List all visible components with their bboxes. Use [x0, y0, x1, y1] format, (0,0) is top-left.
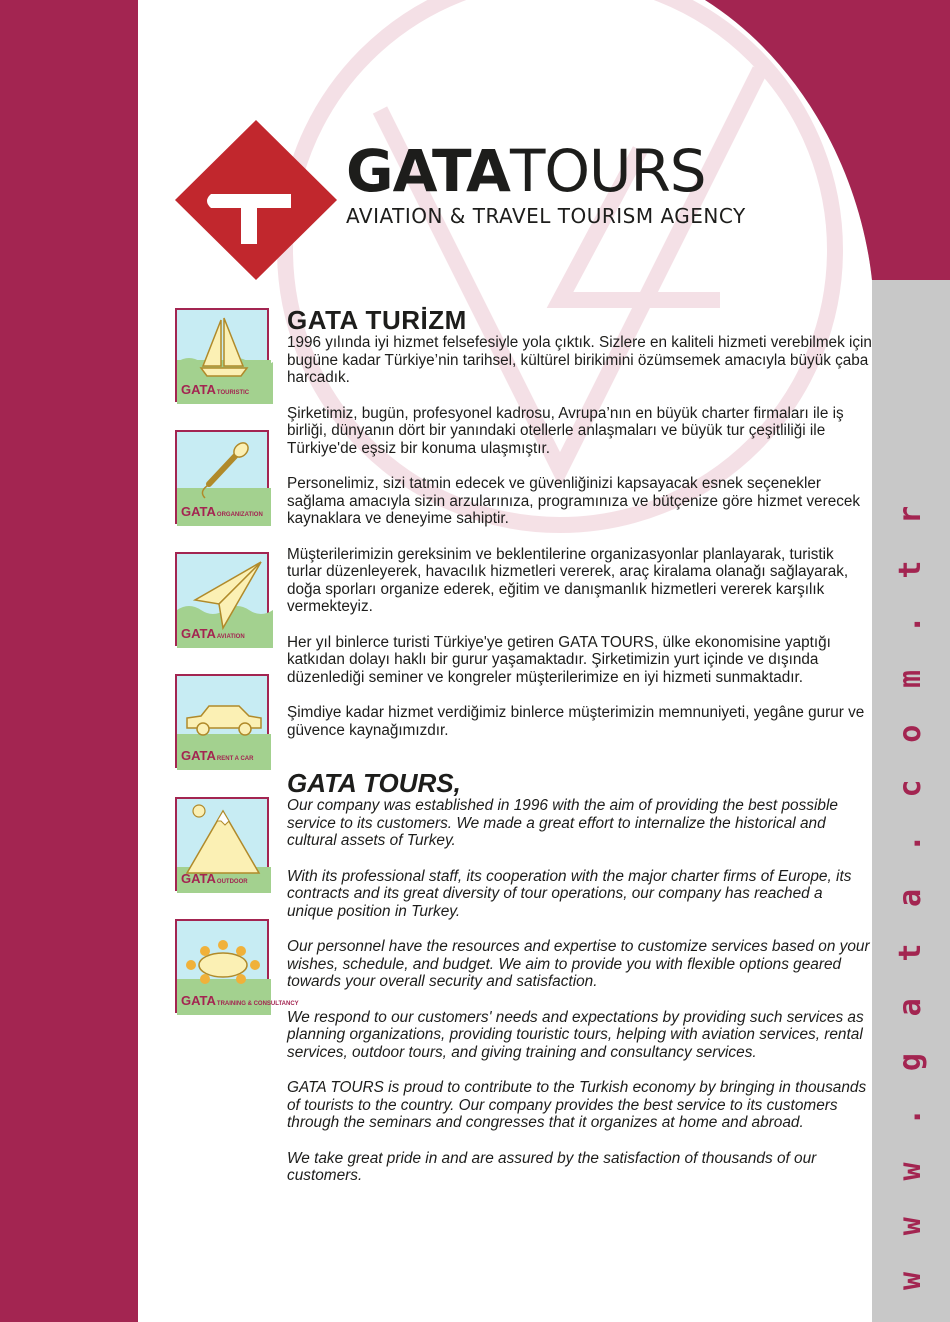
- english-paragraph: GATA TOURS is proud to contribute to the Turkish economy by bringing in thousands of tourists to the country. Our company provides the best service to its customers through the seminars and congresses that it organizes at home and abroad.: [287, 1079, 867, 1131]
- turkish-paragraph: Şirketimiz, bugün, profesyonel kadrosu, Avrupa’nın en büyük charter firmaları ile iş birliği, dünyanın dört bir yanındaki otellerle anlaşmaları ve büyük tur çeşitliliği ile Türkiye'de eşsiz bir konuma ulaşmıştır.: [287, 404, 844, 457]
- website-url: w w w . g a t a . c o m . t r: [893, 496, 928, 1290]
- tile-caption: GATAORGANIZATION: [181, 504, 263, 519]
- brand-tagline: AVIATION & TRAVEL TOURISM AGENCY: [346, 204, 746, 228]
- text-content: [287, 306, 872, 1203]
- english-paragraph: We respond to our customers' needs and expectations by providing such services as planning organizations, providing touristic tours, helping with aviation services, rental services, outdoor tours, and giving training and consultancy services.: [287, 1008, 864, 1061]
- tile-aviation: [175, 552, 269, 646]
- tile-rent-a-car: [175, 674, 269, 768]
- gata-logo-mark: [175, 120, 337, 280]
- turkish-paragraph: Müşterilerimizin gereksinim ve beklentilerine organizasyonlar planlayarak, turistik turlar düzenleyerek, havacılık hizmetleri vererek, araç kiralama olanağı sağlayarak, doğa sporları organize ederek, eğitim ve danışmanlık hizmetleri vererek karşılık vermekteyiz.: [287, 545, 849, 615]
- tile-training: [175, 919, 299, 1013]
- tile-organization: [175, 430, 269, 524]
- tile-outdoor: [175, 797, 269, 891]
- brand-name: [346, 137, 746, 205]
- turkish-paragraph: 1996 yılında iyi hizmet felsefesiyle yola çıktık. Sizlere en kaliteli hizmeti verebilmek için bugüne kadar Türkiye’nin tarihsel, kültürel birikimini özümsemek amacıyla büyük çaba harcadık.: [287, 334, 872, 386]
- tile-caption: GATARENT A CAR: [181, 748, 254, 763]
- turkish-section: [287, 334, 872, 739]
- english-section: [287, 797, 872, 1185]
- turkish-paragraph: Personelimiz, sizi tatmin edecek ve güvenliğinizi kapsayacak esnek seçenekler sağlama amacıyla sizin arzularınıza, programınıza ve bütçenize göre hizmet verecek kaynaklara ve deneyime sahiptir.: [287, 475, 861, 527]
- english-paragraph: With its professional staff, its cooperation with the major charter firms of Europe, its contracts and its great diversity of tour operations, our company has reached a unique position in Turkey.: [287, 867, 852, 920]
- english-paragraph: Our personnel have the resources and expertise to customize services based on your wishes, schedule, and budget. We aim to provide you with flexible options geared towards your overall security and satisfaction.: [287, 938, 870, 990]
- brand-block: [346, 137, 746, 228]
- tile-caption: GATATOURISTIC: [181, 382, 250, 397]
- tile-touristic: [175, 308, 269, 402]
- brand-name-light: TOURS: [509, 137, 706, 205]
- english-heading: GATA TOURS,: [287, 768, 461, 798]
- tile-caption: GATATRAINING & CONSULTANCY: [181, 993, 299, 1008]
- tile-caption: GATAAVIATION: [181, 626, 245, 641]
- turkish-paragraph: Her yıl binlerce turisti Türkiye'ye getiren GATA TOURS, ülke ekonomisine yaptığı katkıdan dolayı haklı bir gurur yaşamaktadır. Şirketimizin yurt içinde ve dışında düzenlediği seminer ve kongreler müşterilerimize en iyi hizmeti sunmaktadır.: [287, 633, 831, 686]
- brand-name-bold: GATA: [346, 137, 510, 205]
- turkish-paragraph: Şimdiye kadar hizmet verdiğimiz binlerce müşterimizin memnuniyeti, yegâne gurur ve güvence kaynağımızdır.: [287, 704, 865, 739]
- english-paragraph: We take great pride in and are assured by the satisfaction of thousands of our customers.: [287, 1149, 817, 1184]
- tile-caption: GATAOUTDOOR: [181, 871, 248, 886]
- english-paragraph: Our company was established in 1996 with the aim of providing the best possible service to its customers. We made a great effort to internalize the historical and cultural assets of Turkey.: [287, 797, 838, 849]
- turkish-heading: GATA TURİZM: [287, 305, 467, 335]
